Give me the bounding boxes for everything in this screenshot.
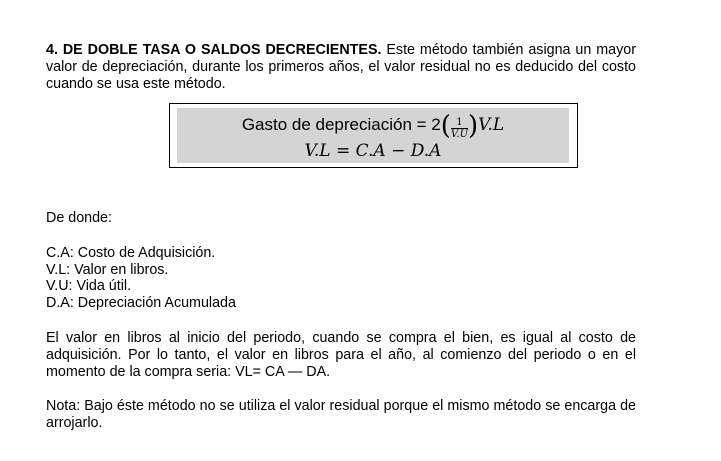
formula-tail: V.L — [478, 115, 505, 135]
fraction-denominator: V.U — [450, 129, 469, 140]
formula-depreciation-expense — [177, 111, 569, 141]
definition-item: V.L: Valor en libros. — [46, 261, 169, 278]
formula-box — [169, 103, 578, 168]
intro-paragraph — [46, 42, 636, 93]
definition-item: D.A: Depreciación Acumulada — [46, 294, 236, 311]
section-heading: 4. DE DOBLE TASA O SALDOS DECRECIENTES. — [46, 42, 382, 58]
formula-fraction — [451, 117, 468, 141]
close-paren: ) — [468, 111, 479, 141]
note-paragraph: Nota: Bajo éste método no se utiliza el valor residual porque el mismo método se encarga de arrojarlo. — [46, 398, 636, 431]
definition-item: C.A: Costo de Adquisición. — [46, 245, 216, 261]
formula-label: Gasto de depreciación = — [241, 115, 432, 134]
fraction-numerator: 1 — [451, 117, 468, 129]
document-page — [46, 42, 636, 431]
de-donde-label: De donde: — [46, 210, 112, 226]
intro-text: Este método también asigna un mayor valor de depreciación, durante los primeros años, el valor residual no es deducido del costo cuando se usa este método. — [46, 42, 636, 92]
book-value-paragraph: El valor en libros al inicio del periodo, cuando se compra el bien, es igual al costo de adquisición. Por lo tanto, el valor en libros para el año, al comienzo del periodo o en el momento de la compra seria: VL= CA — DA. — [46, 330, 636, 380]
open-paren: ( — [440, 111, 451, 141]
definition-item: V.U: Vida útil. — [46, 278, 132, 294]
definitions-list — [46, 245, 236, 311]
formula-shaded-area — [177, 108, 569, 163]
formula-coefficient: 2 — [431, 115, 441, 134]
formula-book-value: V.L = C.A − D.A — [304, 141, 442, 161]
